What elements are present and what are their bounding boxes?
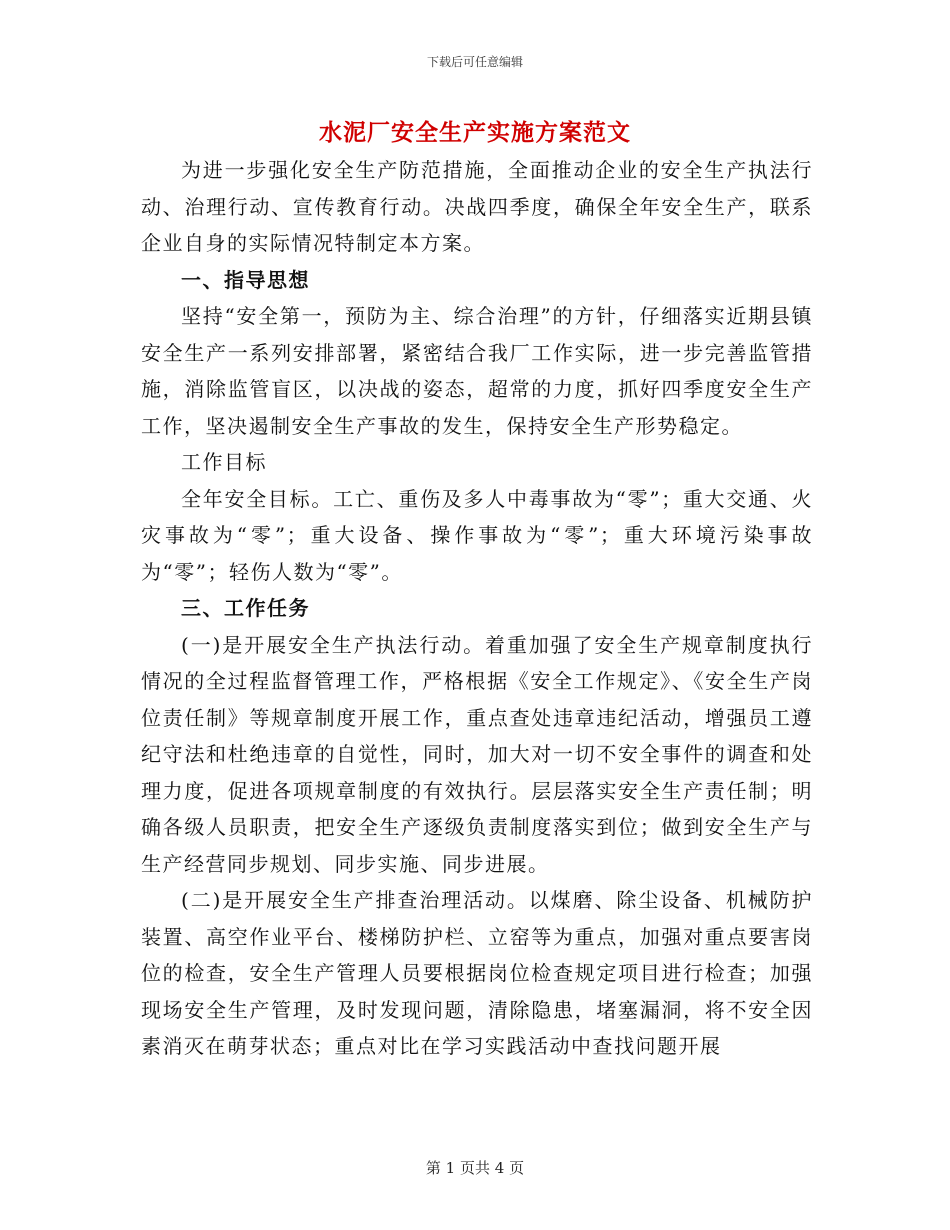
section-heading-work-tasks: 三、工作任务 xyxy=(181,596,310,620)
work-goals-paragraph: 全年安全目标。工亡、重伤及多人中毒事故为“零”；重大交通、火灾事故为“零”；重大设备、操作事故为“零”；重大环境污染事故为“零”；轻伤人数为“零”。 xyxy=(141,486,813,584)
section-heading-work-goals: 工作目标 xyxy=(181,450,267,474)
document-title: 水泥厂安全生产实施方案范文 xyxy=(319,120,631,146)
document-body xyxy=(141,152,813,1065)
guiding-ideology-paragraph: 坚持“安全第一，预防为主、综合治理”的方针，仔细落实近期县镇安全生产一系列安排部署，紧密结合我厂工作实际，进一步完善监管措施，消除监管盲区，以决战的姿态，超常的力度，抓好四季度安全生产工作，坚决遏制安全生产事故的发生，保持安全生产形势稳定。 xyxy=(141,304,813,438)
task-2-paragraph: (二)是开展安全生产排查治理活动。以煤磨、除尘设备、机械防护装置、高空作业平台、楼梯防护栏、立窑等为重点，加强对重点要害岗位的检查，安全生产管理人员要根据岗位检查规定项目进行检查；加强现场安全生产管理，及时发现问题，清除隐患，堵塞漏洞，将不安全因素消灭在萌芽状态；重点对比在学习实践活动中查找问题开展 xyxy=(141,888,813,1058)
header-note: 下载后可任意编辑 xyxy=(426,55,523,69)
intro-paragraph: 为进一步强化安全生产防范措施，全面推动企业的安全生产执法行动、治理行动、宣传教育行动。决战四季度，确保全年安全生产，联系企业自身的实际情况特制定本方案。 xyxy=(141,158,813,255)
section-heading-guiding-ideology: 一、指导思想 xyxy=(181,267,310,292)
page-number: 第 1 页共 4 页 xyxy=(425,1159,525,1177)
task-1-paragraph: (一)是开展安全生产执法行动。着重加强了安全生产规章制度执行情况的全过程监督管理工作，严格根据《安全工作规定》、《安全生产岗位责任制》等规章制度开展工作，重点查处违章违纪活动，增强员工遵纪守法和杜绝违章的自觉性，同时，加大对一切不安全事件的调查和处理力度，促进各项规章制度的有效执行。层层落实安全生产责任制；明确各级人员职责，把安全生产逐级负责制度落实到位；做到安全生产与生产经营同步规划、同步实施、同步进展。 xyxy=(141,632,813,876)
